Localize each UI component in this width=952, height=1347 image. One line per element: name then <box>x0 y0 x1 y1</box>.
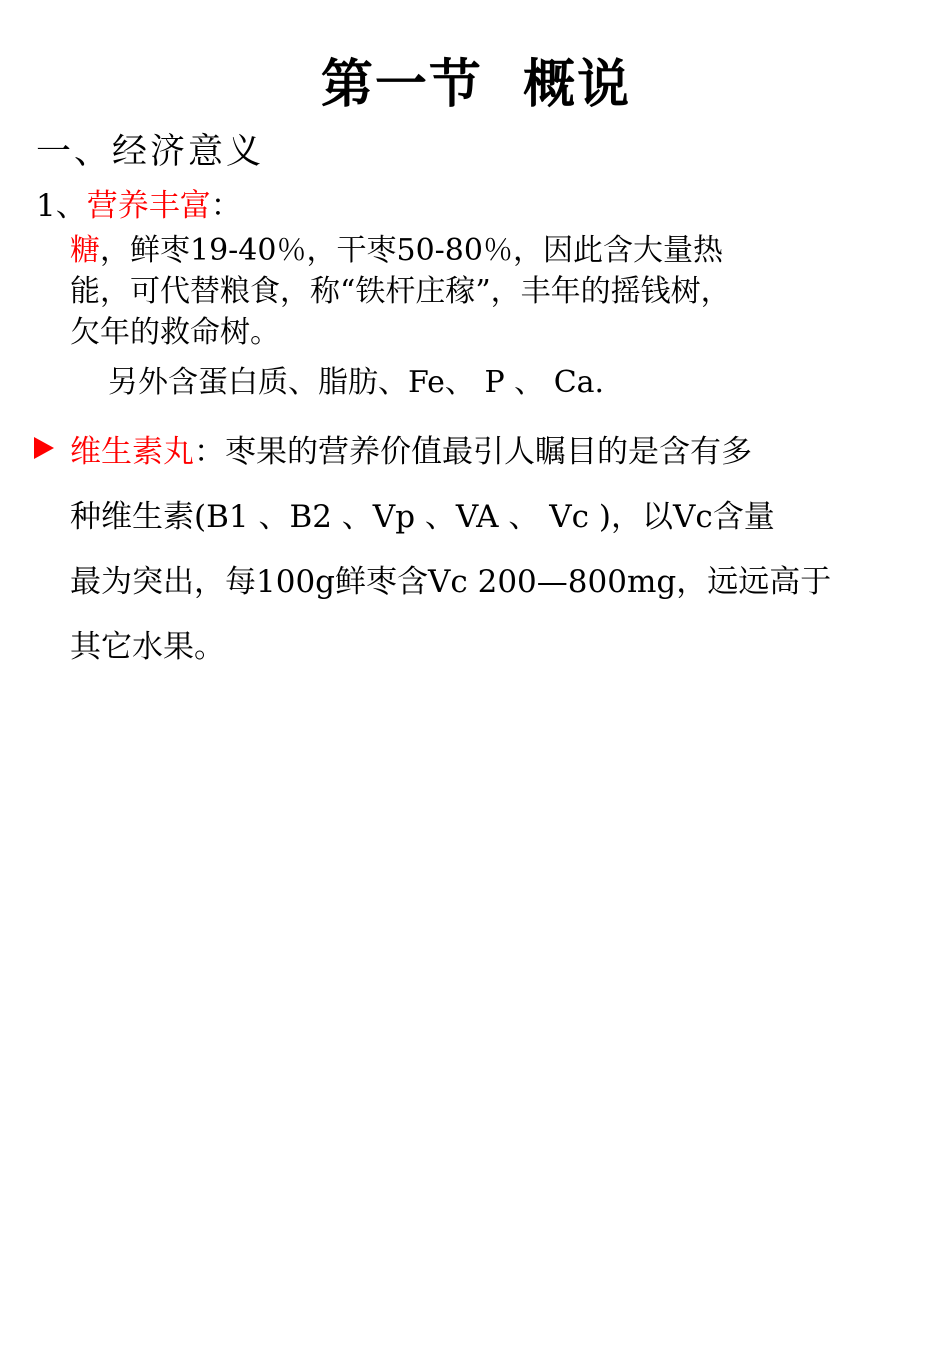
section-heading: 一、经济意义 <box>36 132 265 172</box>
bullet-line-4: 其它水果。 <box>70 629 225 665</box>
paragraph-line-2: 能，可代替粮食，称“铁杆庄稼”，丰年的摇钱树， <box>70 274 731 309</box>
bullet-line-3: 最为突出，每100g鲜枣含Vc 200—800mg，远远高于 <box>70 564 832 600</box>
bullet-line-1-text: ：枣果的营养价值最引人瞩目的是含有多 <box>194 434 752 470</box>
sugar-paragraph <box>70 230 880 353</box>
item-label: 营养丰富 <box>86 188 211 224</box>
bullet-line-1 <box>70 420 914 485</box>
bullet-arrow-icon <box>34 437 54 459</box>
vitamin-bullet <box>34 420 914 680</box>
vitamin-keyword: 维生素丸 <box>70 434 194 470</box>
page-title: 第一节 概说 <box>320 55 632 115</box>
paragraph-line-1 <box>70 230 880 271</box>
paragraph-line-1-text: ，鲜枣19-40％，干枣50-80％，因此含大量热 <box>100 233 723 268</box>
item-heading <box>36 180 242 225</box>
item-colon: ： <box>210 188 242 224</box>
item-number: 1、 <box>36 188 87 224</box>
vitamin-paragraph <box>70 420 914 680</box>
nutrients-line: 另外含蛋白质、脂肪、Fe、 P 、 Ca. <box>108 365 605 400</box>
paragraph-line-3: 欠年的救命树。 <box>70 315 280 350</box>
sugar-keyword: 糖 <box>70 233 100 268</box>
bullet-line-2: 种维生素(B1 、B2 、Vp 、VA 、 Vc )，以Vc含量 <box>70 499 775 535</box>
